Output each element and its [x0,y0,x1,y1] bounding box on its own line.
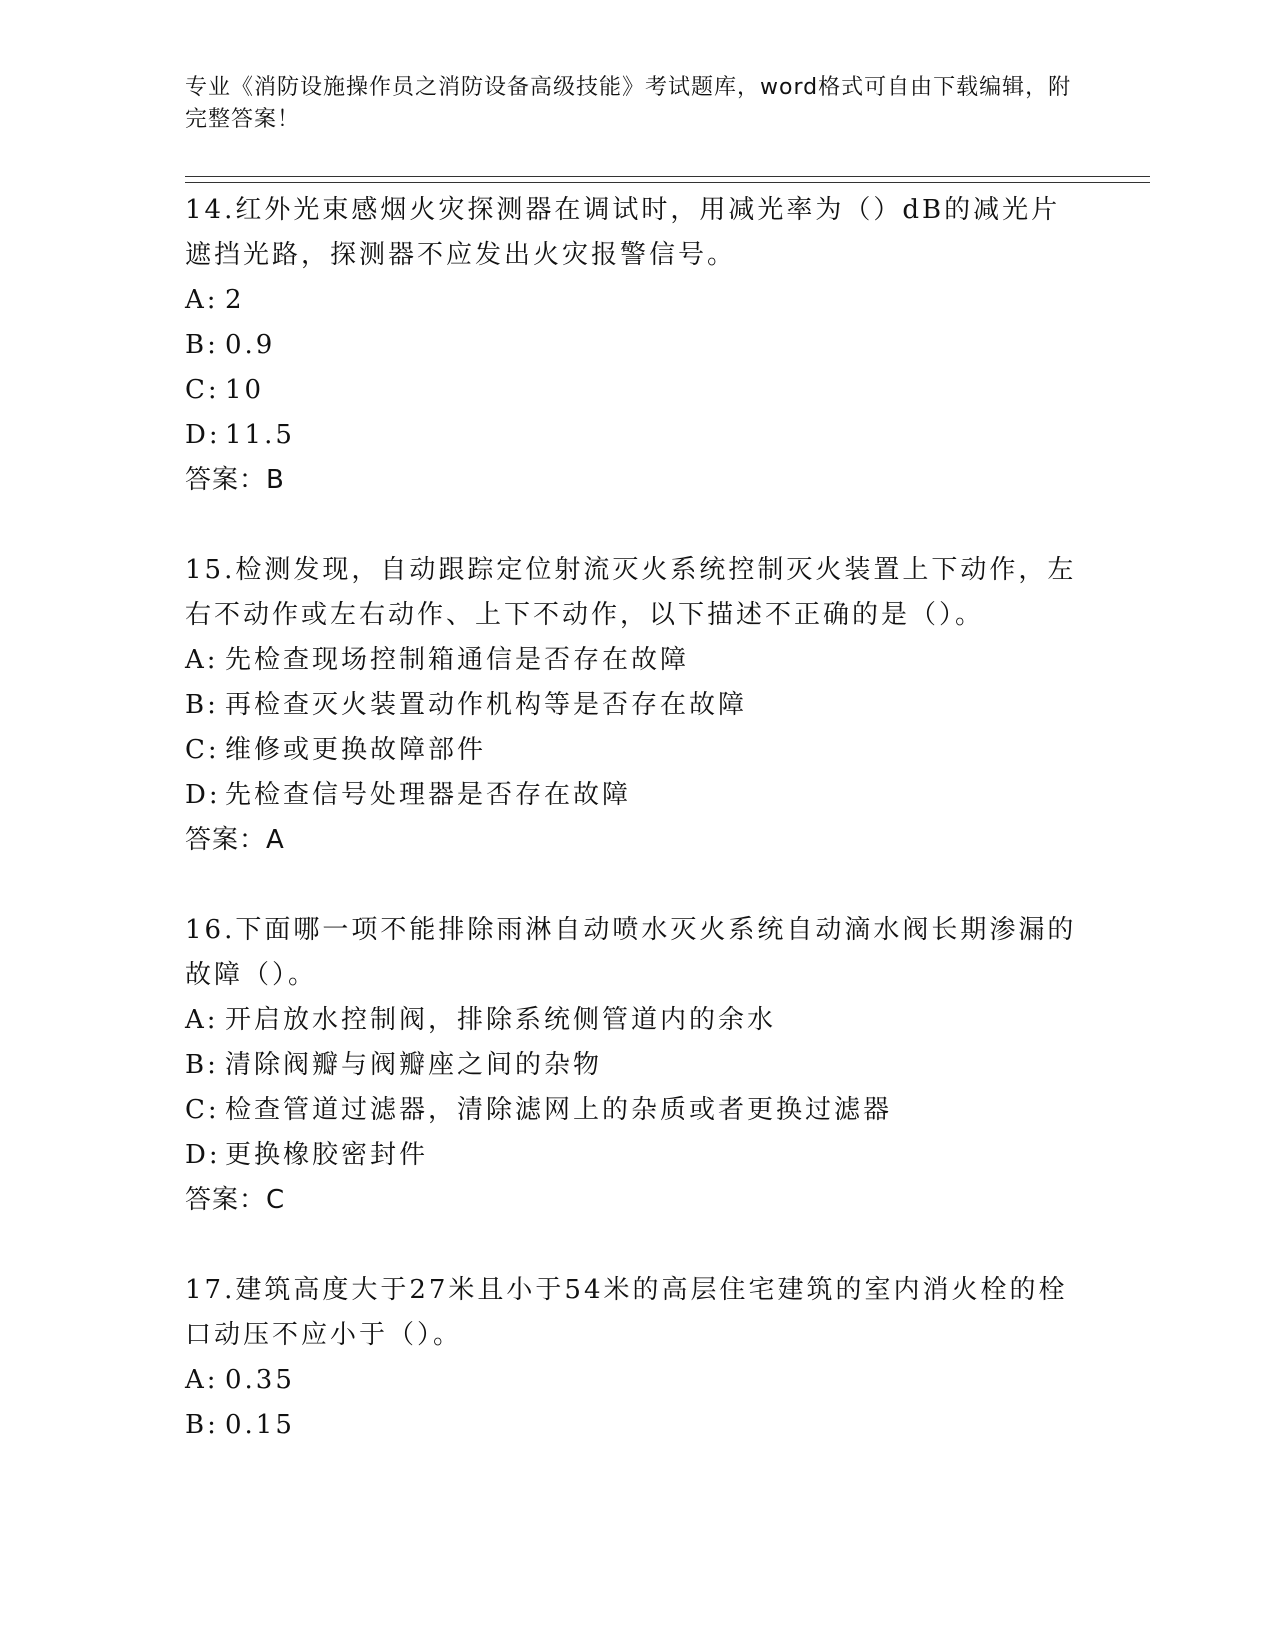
answer-line: 答案：B [185,465,285,495]
question-stem: 15.检测发现，自动跟踪定位射流灭火系统控制灭火装置上下动作，左右不动作或左右动作、上下不动作，以下描述不正确的是（）。 [185,555,1077,630]
option-text: 再检查灭火装置动作机构等是否存在故障 [225,690,748,720]
answer-line: 答案：A [185,825,285,855]
option-text: 0.9 [225,330,276,360]
option-d [185,413,1085,458]
header-rule-bottom [185,182,1150,183]
option-letter: C: [185,735,220,765]
option-c [185,728,1085,773]
question-spacer [185,1223,1085,1268]
option-b [185,683,1085,728]
question-spacer [185,863,1085,908]
option-letter: A: [185,1005,219,1035]
option-letter: A: [185,1365,219,1395]
option-letter: D: [185,780,221,810]
question-stem: 14.红外光束感烟火灾探测器在调试时，用减光率为（）dB的减光片遮挡光路，探测器不应发出火灾报警信号。 [185,195,1061,270]
question-list [185,188,1085,1448]
option-text: 10 [225,375,265,405]
answer-line: 答案：C [185,1185,286,1215]
option-letter: C: [185,375,220,405]
option-text: 先检查现场控制箱通信是否存在故障 [225,645,690,675]
question-spacer [185,503,1085,548]
option-letter: D: [185,420,221,450]
option-text: 维修或更换故障部件 [225,735,487,765]
option-text: 0.35 [225,1365,295,1395]
option-letter: B: [185,690,219,720]
option-text: 2 [225,285,245,315]
option-b [185,1403,1085,1448]
option-letter: D: [185,1140,221,1170]
option-c [185,368,1085,413]
question-stem: 16.下面哪一项不能排除雨淋自动喷水灭火系统自动滴水阀长期渗漏的故障（）。 [185,915,1077,990]
option-a [185,998,1085,1043]
header-rule-top [185,176,1150,177]
option-letter: A: [185,285,219,315]
option-a [185,278,1085,323]
option-text: 更换橡胶密封件 [225,1140,429,1170]
option-b [185,323,1085,368]
option-d [185,1133,1085,1178]
question-14 [185,188,1085,503]
option-d [185,773,1085,818]
question-15 [185,548,1085,863]
option-text: 0.15 [225,1410,295,1440]
option-c [185,1088,1085,1133]
option-letter: B: [185,1410,219,1440]
option-text: 开启放水控制阀，排除系统侧管道内的余水 [225,1005,777,1035]
option-text: 先检查信号处理器是否存在故障 [225,780,632,810]
option-text: 清除阀瓣与阀瓣座之间的杂物 [225,1050,603,1080]
option-text: 检查管道过滤器，清除滤网上的杂质或者更换过滤器 [225,1095,893,1125]
option-letter: B: [185,330,219,360]
question-stem: 17.建筑高度大于27米且小于54米的高层住宅建筑的室内消火栓的栓口动压不应小于（）。 [185,1275,1068,1350]
option-a [185,1358,1085,1403]
question-17 [185,1268,1085,1448]
document-header: 专业《消防设施操作员之消防设备高级技能》考试题库，word格式可自由下载编辑，附完整答案！ [185,75,1072,132]
option-b [185,1043,1085,1088]
option-letter: A: [185,645,219,675]
question-16 [185,908,1085,1223]
option-letter: B: [185,1050,219,1080]
option-letter: C: [185,1095,220,1125]
option-text: 11.5 [225,420,295,450]
option-a [185,638,1085,683]
